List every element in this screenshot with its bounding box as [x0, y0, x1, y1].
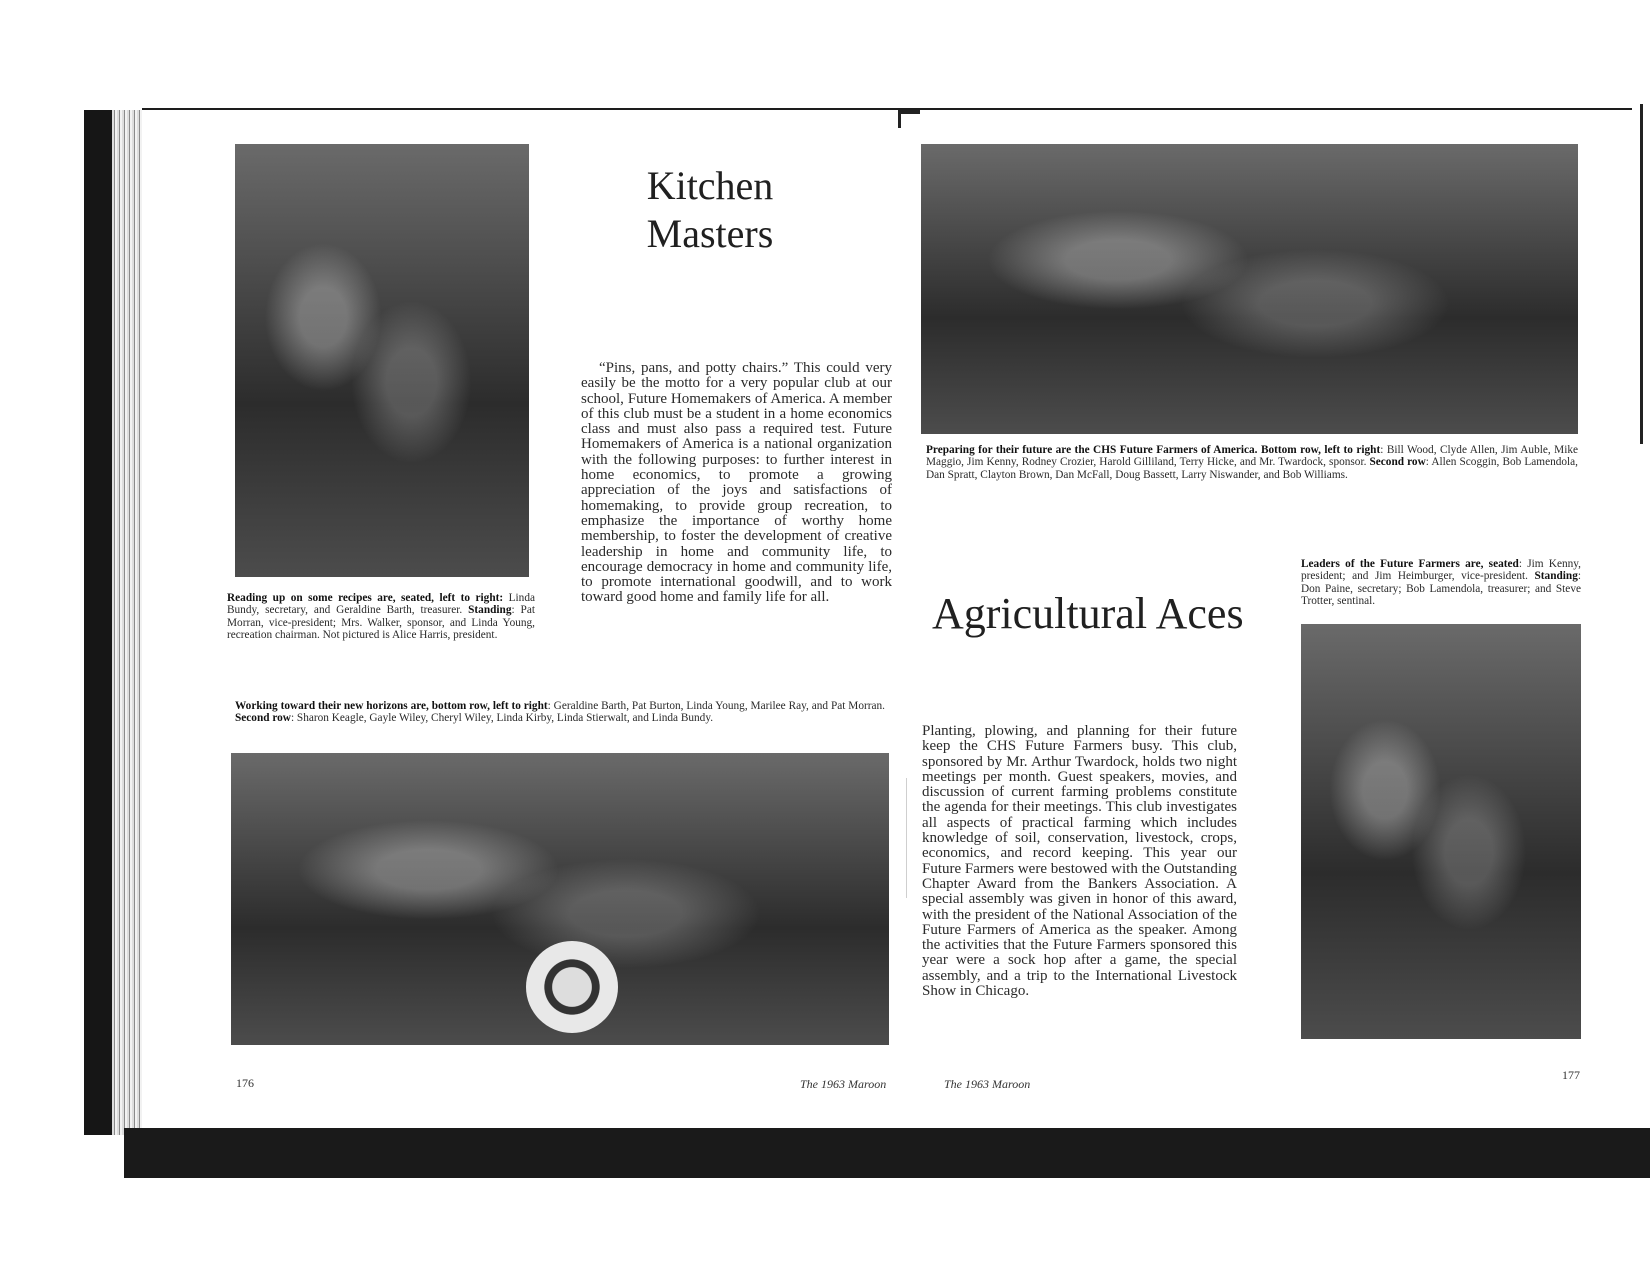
photo-fhm-officers [235, 144, 529, 577]
caption-text: : Allen Scoggin, Bob Lamendola, Dan Spratt, Clayton Brown, Dan McFall, Doug Bassett, Larry Niswander, and Bob Williams. [926, 456, 1578, 481]
page-number-right: 177 [1562, 1068, 1580, 1082]
caption-text: Linda Bundy, secretary, and Geraldine Barth, treasurer. [227, 592, 535, 617]
caption-standing-label: Standing [1534, 570, 1578, 583]
book-bottom-shadow [124, 1128, 1650, 1178]
caption-text: : Don Paine, secretary; Bob Lamendola, treasurer; and Steve Trotter, sentinal. [1301, 570, 1581, 608]
caption-text: : Geraldine Barth, Pat Burton, Linda Young, Marilee Ray, and Pat Morran. [547, 700, 885, 712]
running-footer-left: The 1963 Maroon [800, 1077, 887, 1091]
gutter-mark [898, 110, 920, 114]
page-edges [112, 110, 142, 1135]
caption-text: : Jim Kenny, president; and Jim Heimburger, vice-president. [1301, 558, 1582, 583]
headline-kitchen-masters [610, 163, 810, 262]
headline-line-2: Masters [646, 211, 774, 256]
caption-fhm-group [235, 700, 885, 725]
caption-ffa-leaders [1301, 558, 1581, 608]
caption-ffa-group [926, 444, 1578, 481]
headline-agricultural-aces: Agricultural Aces [932, 589, 1244, 638]
column-rule [906, 778, 907, 898]
photo-fhm-group [231, 753, 889, 1045]
fhm-emblem-icon [526, 941, 618, 1033]
caption-lead: Leaders of the Future Farmers are, seated [1301, 558, 1519, 570]
gutter-mark-vertical [898, 110, 901, 128]
ffa-body-text: Planting, plowing, and planning for their future keep the CHS Future Farmers busy. This club, sponsored by Mr. Arthur Twardock, holds two night meetings per month. Guest speakers, movies, and discussion of current farming problems constitute the agenda for their meetings. This club investigates all aspects of practical farming which includes knowledge of soil, conservation, livestock, crops, economics, and record keeping. This year our Future Farmers were bestowed with the Outstanding Chapter Award from the Bankers Association. A special assembly was given in honor of this award, with the president of the National Association of the Future Farmers of America as the speaker. Among the activities that the Future Farmers sponsored this year were a sock hop after a game, the special assembly, and a trip to the International Livestock Show in Chicago. [922, 723, 1237, 1000]
page-number-left: 176 [236, 1076, 254, 1090]
photo-ffa-leaders [1301, 624, 1581, 1039]
caption-second-row-label: Second row [1369, 456, 1426, 469]
headline-line-1: Kitchen [646, 163, 774, 208]
caption-text: : Sharon Keagle, Gayle Wiley, Cheryl Wiley, Linda Kirby, Linda Stierwalt, and Linda Bundy. [290, 712, 714, 725]
caption-lead: Reading up on some recipes are, seated, left to right: [227, 592, 504, 604]
caption-lead: Working toward their new horizons are, bottom row, left to right [235, 700, 548, 712]
caption-text: : Pat Morran, vice-president; Mrs. Walker, sponsor, and Linda Young, recreation chairman. Not pictured is Alice Harris, president. [227, 604, 535, 642]
caption-fhm-officers [227, 592, 535, 642]
photo-ffa-group [921, 144, 1578, 434]
caption-text: : Bill Wood, Clyde Allen, Jim Auble, Mike Maggio, Jim Kenny, Rodney Crozier, Harold Gilliland, Terry Hicke, and Mr. Twardock, sponsor. [926, 444, 1578, 469]
right-page-edge [1640, 104, 1643, 444]
caption-standing-label: Standing [468, 604, 512, 617]
fhm-body-text: “Pins, pans, and potty chairs.” This could very easily be the motto for a very popular club at our school, Future Homemakers of America. A member of this club must be a student in a home economics class and must also pass a required test. Future Homemakers of America is a national organization with the following purposes: to further interest in home economics, to promote a growing appreciation of the joys and satisfactions of homemaking, to provide group recreation, to emphasize the importance of worthy home membership, to foster the development of creative leadership in home and community life, to encourage democracy in home and community life, to promote international goodwill, and to work toward good home and family life for all. [581, 360, 892, 606]
running-header-right: The 1963 Maroon [944, 1077, 1031, 1091]
page-top-edge [142, 108, 1632, 110]
caption-second-row-label: Second row [235, 712, 291, 725]
caption-lead: Preparing for their future are the CHS Future Farmers of America. Bottom row, left to right [926, 444, 1381, 456]
